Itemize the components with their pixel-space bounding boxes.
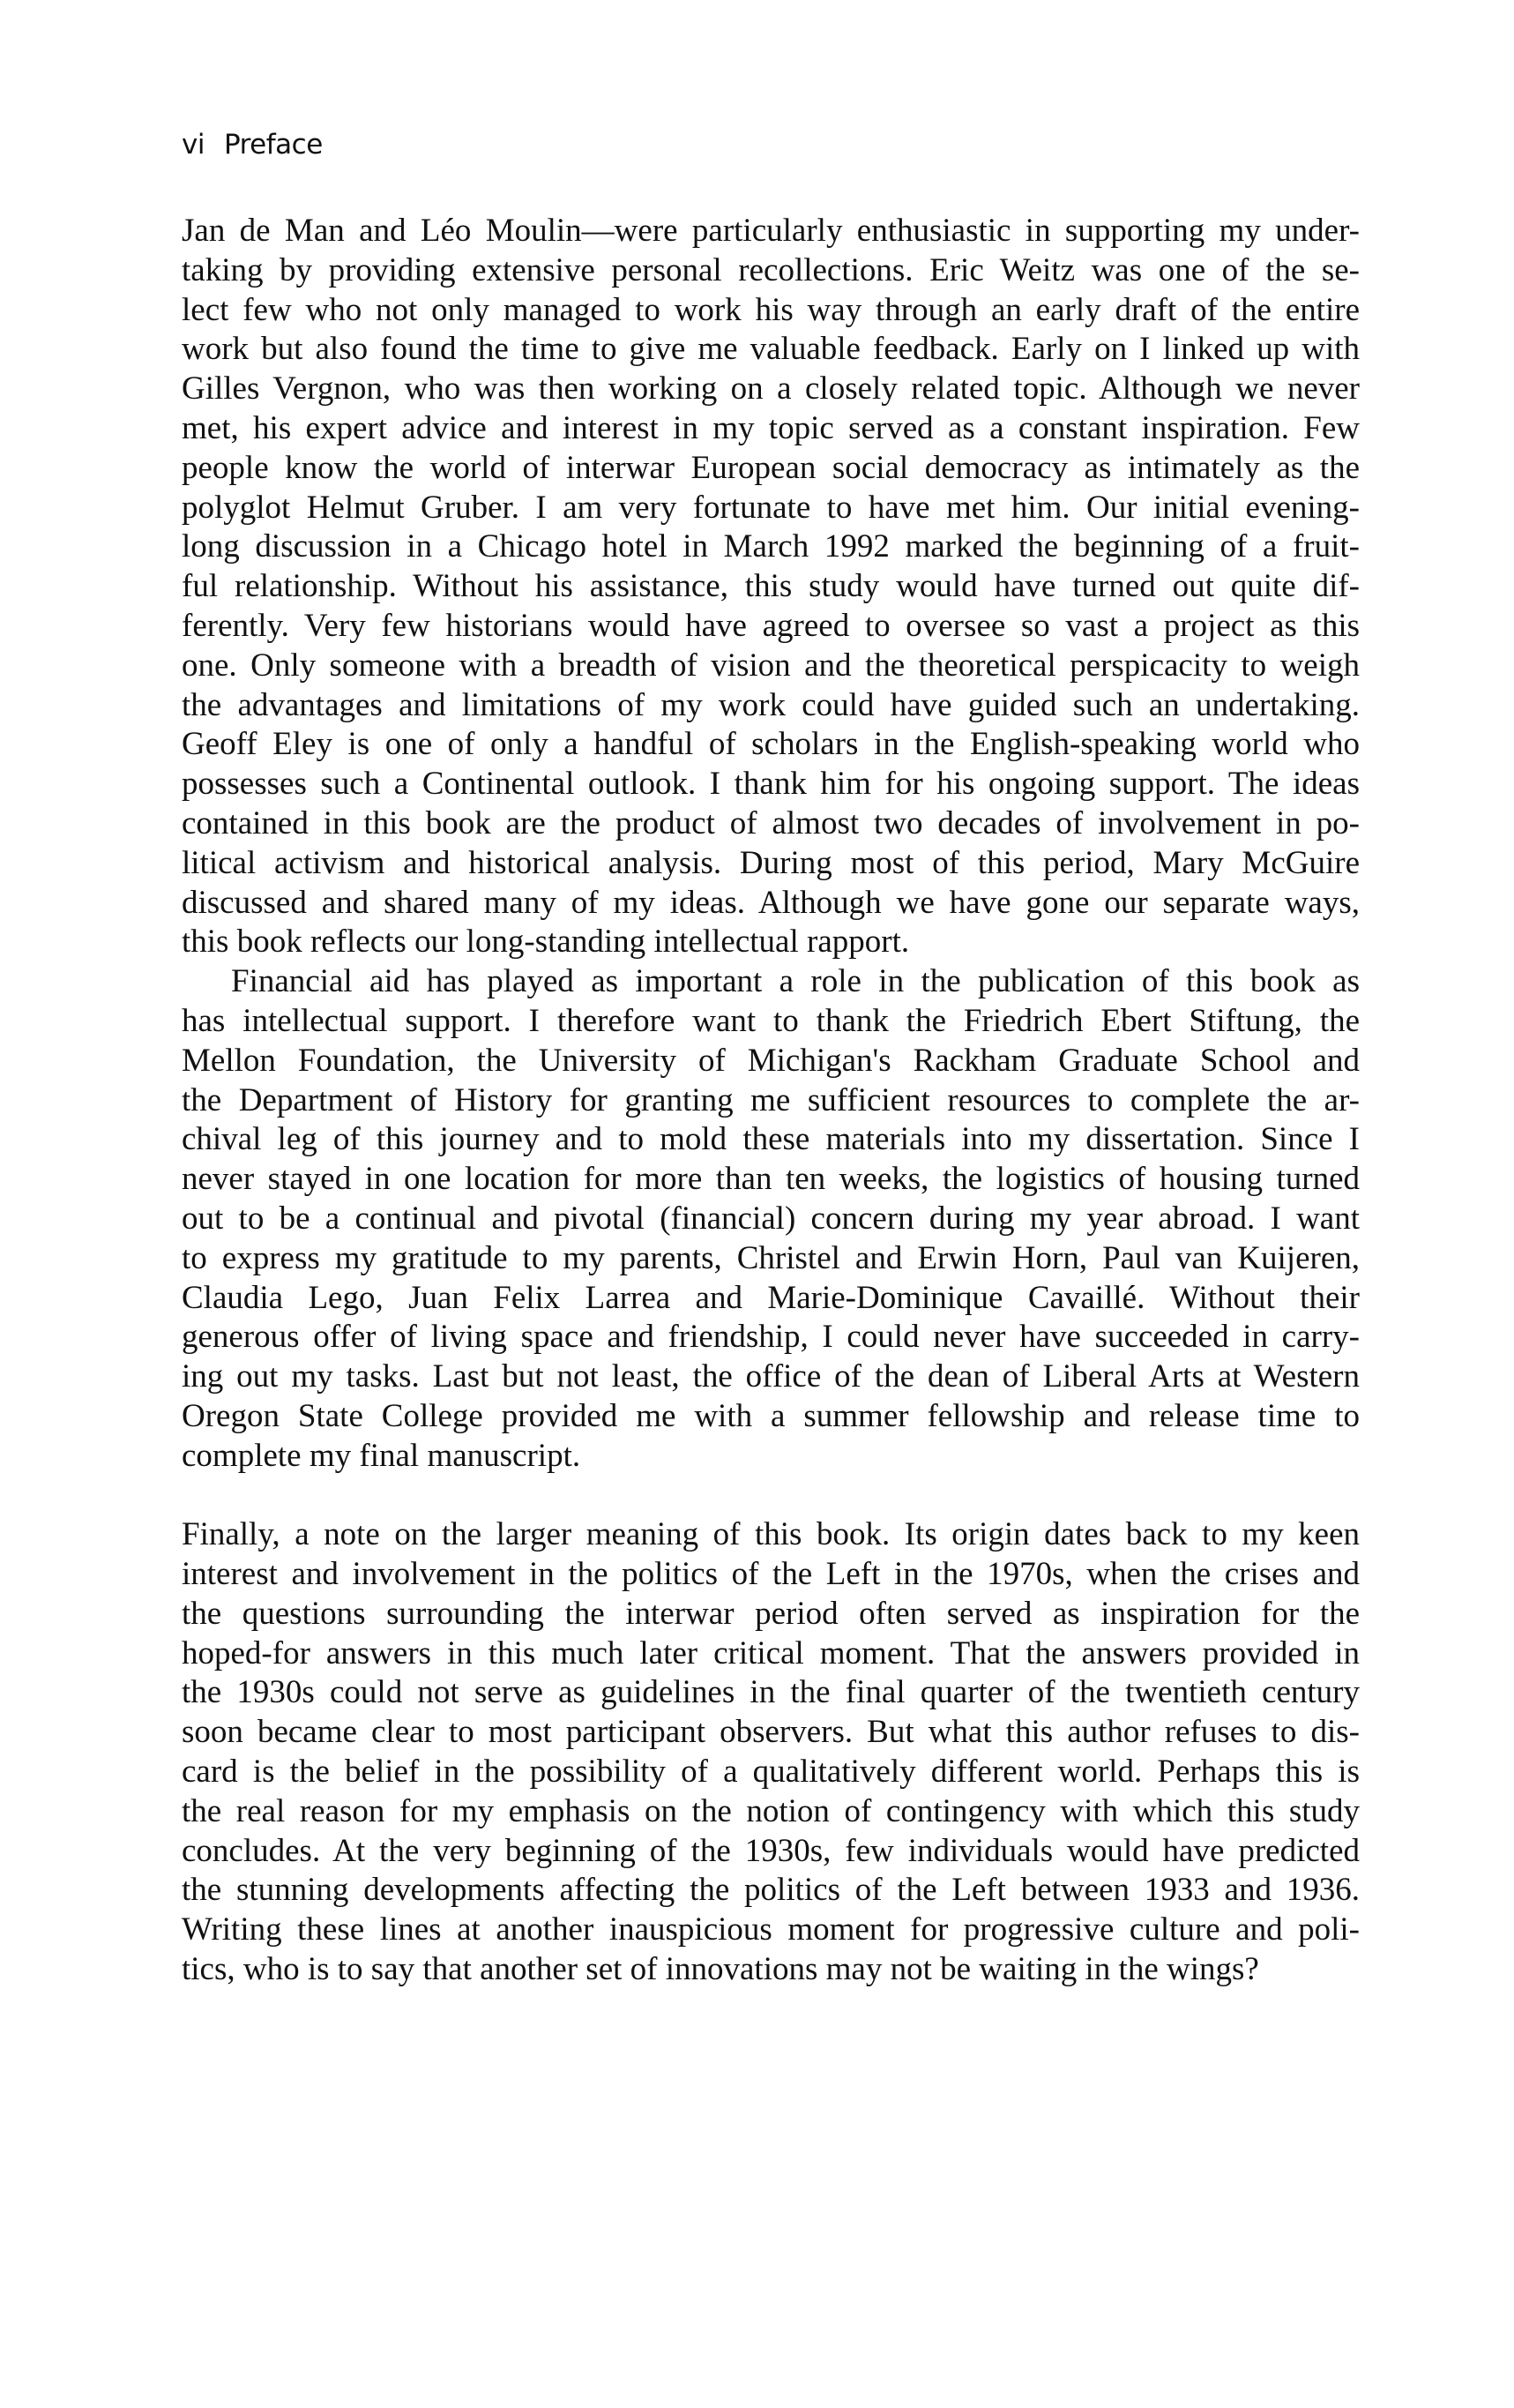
text-line: this book reflects our long-standing intellectual rapport. bbox=[182, 924, 910, 961]
text-line: Finally, a note on the larger meaning of this book. Its origin dates back to my keen bbox=[182, 1516, 1360, 1553]
text-line: litical activism and historical analysis. During most of this period, Mary McGuire bbox=[182, 844, 1360, 881]
text-line: people know the world of interwar European social democracy as intimately as the bbox=[182, 449, 1360, 486]
body-text bbox=[182, 212, 1360, 1990]
text-line: taking by providing extensive personal recollections. Eric Weitz was one of the se- bbox=[182, 251, 1360, 288]
text-line: Jan de Man and Léo Moulin—were particularly enthusiastic in supporting my under- bbox=[182, 213, 1360, 249]
text-line: work but also found the time to give me valuable feedback. Early on I linked up with bbox=[182, 331, 1360, 368]
text-line: soon became clear to most participant observers. But what this author refuses to dis- bbox=[182, 1714, 1360, 1751]
running-header bbox=[182, 129, 342, 161]
paragraph bbox=[182, 962, 1360, 1476]
text-line: Claudia Lego, Juan Felix Larrea and Marie-Dominique Cavaillé. Without their bbox=[182, 1279, 1360, 1316]
text-line: the Department of History for granting me sufficient resources to complete the ar- bbox=[182, 1081, 1360, 1118]
text-line: ful relationship. Without his assistance, this study would have turned out quite dif- bbox=[182, 568, 1360, 605]
text-line: lect few who not only managed to work his way through an early draft of the entire bbox=[182, 291, 1360, 328]
text-line: contained in this book are the product of almost two decades of involvement in po- bbox=[182, 804, 1360, 841]
text-line: Oregon State College provided me with a summer fellowship and release time to bbox=[182, 1397, 1360, 1434]
text-line: ing out my tasks. Last but not least, the office of the dean of Liberal Arts at Western bbox=[182, 1358, 1360, 1395]
text-line: hoped-for answers in this much later critical moment. That the answers provided in bbox=[182, 1634, 1360, 1671]
text-line: concludes. At the very beginning of the 1930s, few individuals would have predicted bbox=[182, 1832, 1360, 1869]
paragraph-gap bbox=[182, 1477, 1360, 1516]
text-line: chival leg of this journey and to mold these materials into my dissertation. Since I bbox=[182, 1121, 1360, 1158]
text-line: out to be a continual and pivotal (financial) concern during my year abroad. I want bbox=[182, 1200, 1360, 1237]
page-number: vi bbox=[182, 129, 205, 161]
text-line: generous offer of living space and friendship, I could never have succeeded in carry- bbox=[182, 1319, 1360, 1356]
text-line: tics, who is to say that another set of innovations may not be waiting in the wings? bbox=[182, 1951, 1259, 1988]
text-line: the questions surrounding the interwar period often served as inspiration for the bbox=[182, 1595, 1360, 1632]
text-line: complete my final manuscript. bbox=[182, 1437, 581, 1474]
text-line: Financial aid has played as important a role in the publication of this book as bbox=[231, 963, 1360, 1000]
text-line: card is the belief in the possibility of a qualitatively different world. Perhaps this is bbox=[182, 1754, 1360, 1791]
paragraph bbox=[182, 1515, 1360, 1990]
text-line: the advantages and limitations of my work could have guided such an undertaking. bbox=[182, 686, 1360, 723]
running-title: Preface bbox=[223, 129, 323, 161]
text-line: the stunning developments affecting the politics of the Left between 1933 and 1936. bbox=[182, 1872, 1360, 1909]
text-line: long discussion in a Chicago hotel in March 1992 marked the beginning of a fruit- bbox=[182, 528, 1360, 565]
text-line: met, his expert advice and interest in my topic served as a constant inspiration. Few bbox=[182, 409, 1360, 446]
text-line: Gilles Vergnon, who was then working on a closely related topic. Although we never bbox=[182, 370, 1360, 408]
text-line: Geoff Eley is one of only a handful of scholars in the English-speaking world who bbox=[182, 726, 1360, 763]
text-line: never stayed in one location for more than ten weeks, the logistics of housing turned bbox=[182, 1161, 1360, 1198]
text-line: has intellectual support. I therefore want to thank the Friedrich Ebert Stiftung, the bbox=[182, 1002, 1360, 1039]
text-line: discussed and shared many of my ideas. Although we have gone our separate ways, bbox=[182, 884, 1360, 921]
text-line: interest and involvement in the politics of the Left in the 1970s, when the crises and bbox=[182, 1556, 1360, 1593]
text-line: polyglot Helmut Gruber. I am very fortunate to have met him. Our initial evening- bbox=[182, 489, 1360, 526]
paragraph bbox=[182, 212, 1360, 962]
text-line: possesses such a Continental outlook. I thank him for his ongoing support. The ideas bbox=[182, 766, 1360, 803]
text-line: Mellon Foundation, the University of Michigan's Rackham Graduate School and bbox=[182, 1042, 1360, 1079]
text-line: Writing these lines at another inauspicious moment for progressive culture and poli- bbox=[182, 1911, 1360, 1948]
text-line: ferently. Very few historians would have agreed to oversee so vast a project as this bbox=[182, 607, 1360, 644]
text-line: the real reason for my emphasis on the notion of contingency with which this study bbox=[182, 1792, 1360, 1829]
text-line: one. Only someone with a breadth of vision and the theoretical perspicacity to weigh bbox=[182, 647, 1360, 684]
text-line: the 1930s could not serve as guidelines in the final quarter of the twentieth century bbox=[182, 1674, 1360, 1711]
text-line: to express my gratitude to my parents, Christel and Erwin Horn, Paul van Kuijeren, bbox=[182, 1239, 1360, 1276]
